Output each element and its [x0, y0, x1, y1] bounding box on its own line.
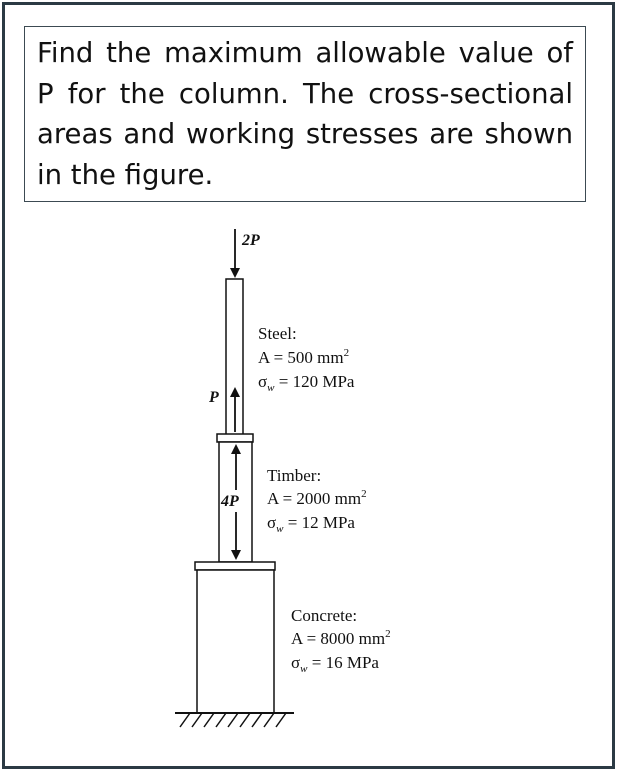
timber-material-label: Timber: [267, 466, 322, 485]
steel-area-label: A = 500 $mm^2$ [258, 347, 350, 367]
concrete-area-label: A = 8000 $mm^2$ [291, 628, 391, 648]
steel-stress-label: $\sigma_w = 120$ MPa [258, 372, 355, 394]
timber-area-label: A = 2000 $mm^2$ [267, 488, 367, 508]
ground-hatch [180, 713, 286, 727]
problem-text: Find the maximum allowable value of P for the column. The cross-sectional areas and working stresses are shown in the figure. [37, 37, 573, 191]
timber-stress-label: $\sigma_w = 12$ MPa [267, 513, 355, 535]
load-4p-label: 4P [221, 493, 239, 510]
concrete-material-label: Concrete: [291, 606, 358, 625]
load-2p-label: 2P [242, 232, 260, 249]
concrete-column [197, 570, 274, 713]
load-p-label: P [209, 389, 219, 406]
steel-material-label: Steel: [258, 324, 297, 343]
concrete-cap-plate [195, 562, 275, 570]
timber-cap-plate [217, 434, 253, 442]
concrete-stress-label: $\sigma_w = 16$ MPa [291, 653, 379, 675]
